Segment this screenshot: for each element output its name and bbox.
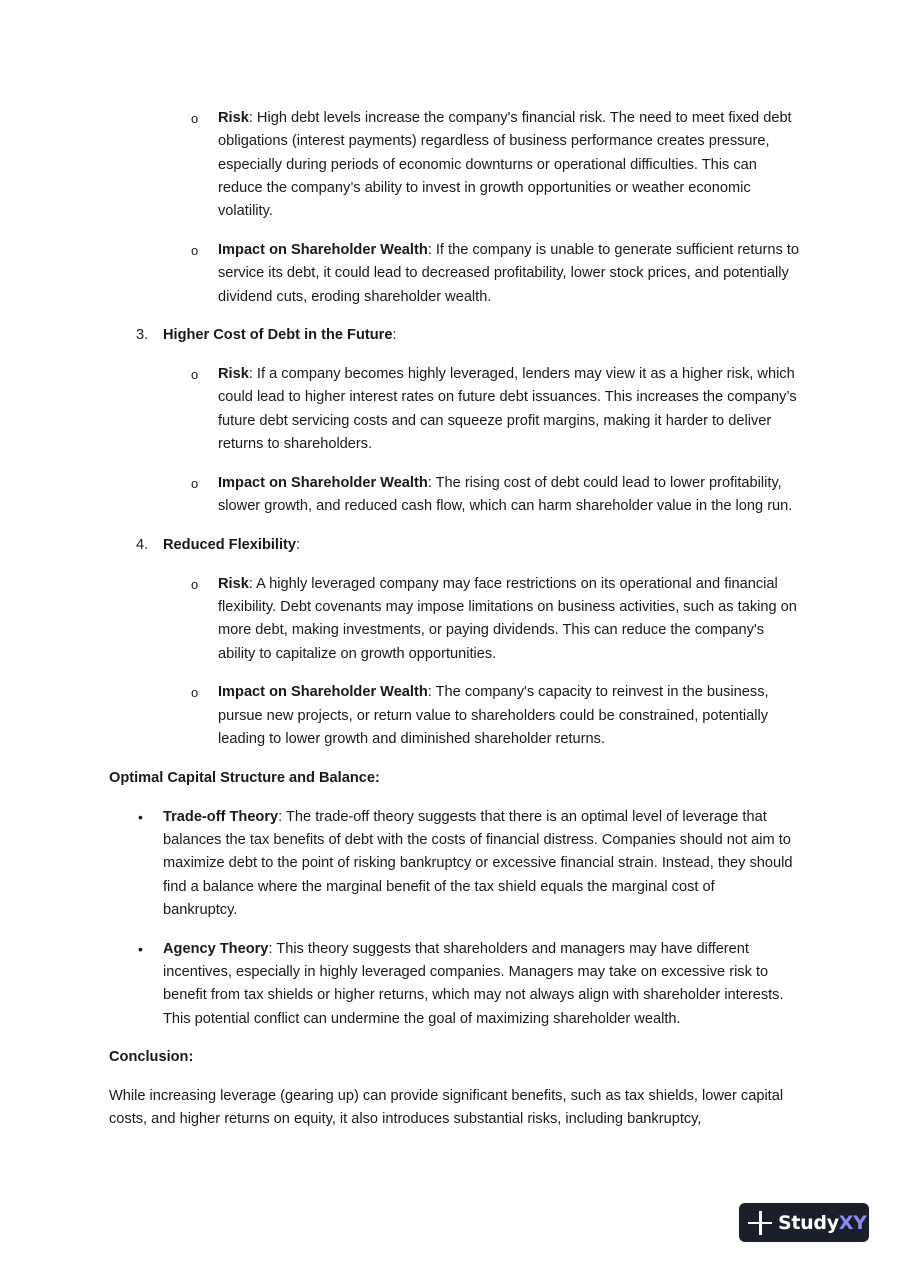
impact-text: : If the company is unable to generate sufficient returns to service its debt, it could lead to decreased profitability, lower stock prices, and potentially dividend cuts, eroding shareholder wealth. — [218, 241, 800, 305]
bullet-agency-theory — [138, 938, 793, 1031]
hollow-bullet-icon: o — [191, 576, 199, 592]
studyxy-logo-badge[interactable] — [739, 1203, 869, 1242]
risk-label: Risk — [218, 366, 249, 383]
filled-bullet-icon: • — [138, 940, 143, 957]
theory-label: Agency Theory — [163, 940, 269, 957]
impact-label: Impact on Shareholder Wealth — [218, 684, 428, 701]
theory-label: Trade-off Theory — [163, 808, 279, 825]
item-title: Reduced Flexibility — [163, 536, 296, 553]
brand-name — [778, 1212, 867, 1234]
brand-name-accent: XY — [838, 1211, 867, 1234]
impact-text: : The rising cost of debt could lead to lower profitability, slower growth, and reduced cash flow, which can harm shareholder value in the long run. — [218, 474, 793, 515]
item-colon: : — [392, 327, 397, 344]
risk-text: : If a company becomes highly leveraged, lenders may view it as a higher risk, which could lead to higher interest rates on future debt issuances. This increases the company’s future debt servicing costs and can squeeze profit margins, making it harder to deliver returns to shareholders. — [218, 366, 797, 453]
hollow-bullet-icon: o — [191, 475, 199, 491]
item-number: 4. — [136, 536, 149, 553]
hollow-bullet-icon: o — [191, 111, 199, 126]
numbered-item-3 — [136, 324, 799, 347]
document-content — [109, 107, 799, 1132]
impact-label: Impact on Shareholder Wealth — [218, 241, 428, 258]
sub-bullet-risk-leverage — [191, 107, 802, 223]
risk-label: Risk — [218, 575, 249, 592]
sub-bullet-risk-flexibility — [191, 573, 802, 666]
item-title: Higher Cost of Debt in the Future — [163, 327, 393, 344]
risk-label: Risk — [218, 110, 249, 126]
risk-text: : A highly leveraged company may face restrictions on its operational and financial flexibility. Debt covenants may impose limitations on business activities, such as taking on more debt, making investments, or paying dividends. This can reduce the company's ability to capitalize on growth opportunities. — [218, 575, 797, 662]
theory-text: : The trade-off theory suggests that there is an optimal level of leverage that balances the tax benefits of debt with the costs of financial distress. Companies should not aim to maximize debt to the point of risking bankruptcy or excessive financial strain. Instead, they should find a balance where the marginal benefit of the tax shield equals the marginal cost of bankruptcy. — [163, 808, 793, 918]
filled-bullet-icon: • — [138, 808, 143, 825]
sub-bullet-impact-leverage — [191, 239, 802, 309]
item-number: 3. — [136, 327, 149, 344]
sub-bullet-risk-cost-of-debt — [191, 363, 802, 456]
hollow-bullet-icon: o — [191, 242, 199, 258]
impact-text: : The company's capacity to reinvest in the business, pursue new projects, or return value to shareholders could be constrained, potentially leading to lower growth and diminished shareholder returns. — [218, 684, 769, 748]
item-colon: : — [296, 536, 301, 553]
sub-bullet-impact-cost-of-debt — [191, 472, 802, 519]
risk-text: : High debt levels increase the company's financial risk. The need to meet fixed debt obligations (interest payments) regardless of business performance creates pressure, especially during periods of economic downturns or operational difficulties. This can reduce the company’s ability to invest in growth opportunities or weather economic volatility. — [218, 110, 792, 220]
brand-name-main: Study — [778, 1211, 839, 1234]
sub-bullet-impact-flexibility — [191, 681, 802, 751]
conclusion-paragraph: While increasing leverage (gearing up) can provide significant benefits, such as tax shields, lower capital costs, and higher returns on equity, it also introduces substantial risks, including bankruptcy, — [109, 1088, 784, 1128]
numbered-item-4 — [136, 534, 799, 557]
section-heading-conclusion: Conclusion: — [109, 1049, 194, 1066]
hollow-bullet-icon: o — [191, 367, 199, 383]
bullet-trade-off-theory — [138, 806, 793, 922]
plus-logo-icon — [747, 1210, 773, 1236]
impact-label: Impact on Shareholder Wealth — [218, 474, 428, 491]
theory-text: : This theory suggests that shareholders and managers may have different incentives, especially in highly leveraged companies. Managers may take on excessive risk to benefit from tax shields or higher returns, which may not always align with shareholder interests. This potential conflict can undermine the goal of maximizing shareholder wealth. — [163, 940, 784, 1027]
hollow-bullet-icon: o — [191, 685, 199, 701]
section-heading-optimal-capital: Optimal Capital Structure and Balance: — [109, 769, 380, 786]
